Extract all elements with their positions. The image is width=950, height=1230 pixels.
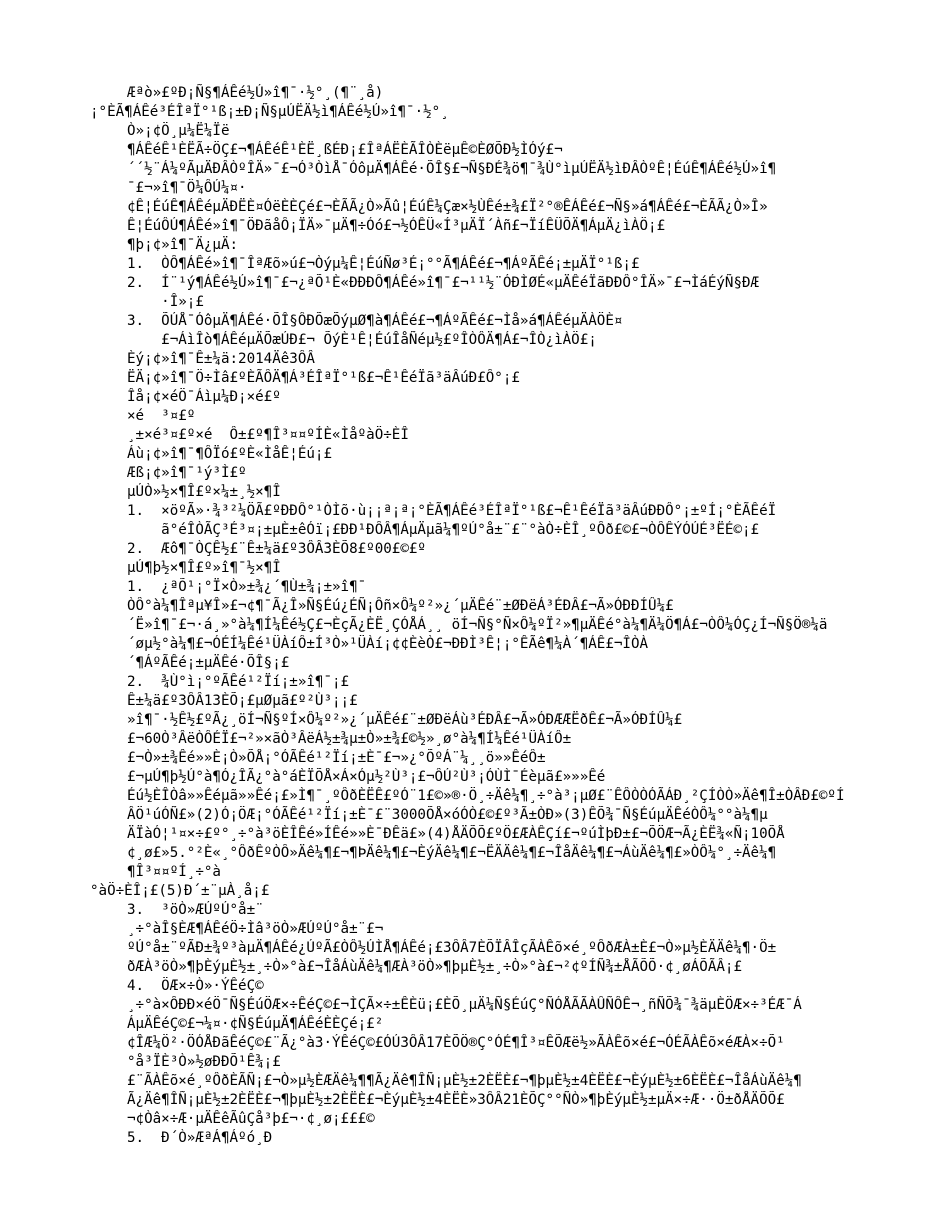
text-line: ÁµÄÊéÇ©£¬¼¤·¢Ñ§ÉúµÄ¶ÁÊéÈÈÇé¡£² [127, 1016, 384, 1032]
text-line: ã°éÎÒÃÇ³É³¤¡±µÈ±êÓï¡£ÐÐ¹ÐÔÂ¶ÁµÄµã¼¶ºÚ°å±¨£¨°àÒ÷ÈÎ¸ºÔð£©£¬ÒÔÊÝÓÚÉ³ËÉ©¡£ [127, 522, 760, 538]
text-line: ºÚ°å±¨ºÃÐ±¾º³àµÄ¶ÁÊé¿ÚºÃ£ÒÔ½ÚÌÅ¶ÁÊé¡£3ÔÂ7ÈÕÏÂÎçÃÀÊõ×é¸ºÔðÆÀ±È£¬Ò»µ½ÈÄÄê¼¶·Ö± [127, 940, 777, 956]
text-line: 2. ¾Ù°ì¡°ºÃÊé¹²Ïí¡±»î¶¯¡£ [127, 674, 350, 690]
text-line: Îå¡¢×éÖ¯Áìµ¼Ð¡×é£º [127, 389, 281, 405]
text-line: 3. ³öÒ»ÆÚºÚ°å±¨ [127, 902, 264, 918]
text-line: µÚÒ»½×¶Î£º×¼±¸½×¶Î [127, 484, 281, 500]
text-line: ×é ³¤£º [127, 408, 196, 424]
text-line: 1. ¿ªÕ¹¡°Ï×Ò»±¾¿´¶Ù±¾¡±»î¶¯ [127, 579, 367, 595]
text-line: ¶Î³¤¤ºÍ¸÷°à [127, 864, 221, 880]
text-line: ÄÏàÓ¦¹¤×÷£º°¸÷°à³öÈÎÊé»ÍÊé»»È¯ÐÊä£»(4)ÅÄÕÕ£ºÖ£ÆÀÊÇí£¬ºúÌþÐ±£¬ÕÖÆ¬Ã¿ÈË¾«Ñ¡10ÕÅ [127, 826, 785, 842]
text-line: ¬¢Òâ×÷Æ·µÄÊêÃûÇå³þ£¬·¢¸ø¡£££© [127, 1111, 375, 1127]
text-line: ¢Ê¦ÉúÊ¶ÁÊéµÄÐËÈ¤ÓëÈÈÇé£¬ÈÃÃ¿Ò»Ãû¦ÉúÊ¼Çæ×½ÙÊé±¾£Ï²°®ÊÁÊé£¬Ñ§»á¶ÁÊé£¬ÈÃÃ¿Ò»Î» [127, 199, 768, 215]
text-line: ¸÷°àÎ§ÈÆ¶ÁÊéÖ÷Ìâ³öÒ»ÆÚºÚ°å±¨£¬ [127, 921, 384, 937]
text-line: £¨ÃÀÊõ×é¸ºÔðÈÃÑ¡£¬Ò»µ½ÈÆÄê¼¶¶Ã¿Äê¶ÎÑ¡µÈ½±2ÈËÈ£¬¶þµÈ½±4ÈËÈ£¬ÈýµÈ½±6ÈËÈ£¬ÎåÁùÄê¼¶ [127, 1073, 802, 1089]
text-line: 5. Ð´Ò»ÆªÁ¶Áºó¸Ð [127, 1130, 273, 1146]
text-line: µÚ¶þ½×¶Î£º»î¶¯½×¶Î [127, 560, 281, 576]
text-line: ´øµ½°à¼¶£¬ÓÉÍ¼Êé¹ÜÀíÔ±Í³Ò»¹ÜÀí¡¢¢ÈèÒ£¬ÐÐÌ³Ê¦¡°ÊÃê¶¼À´¶ÁÊ£¬ÎÒÀ [127, 636, 649, 652]
text-line: Áù¡¢»î¶¯¶ÔÏó£ºÈ«ÌåÊ¦Éú¡£ [127, 446, 332, 462]
text-line: ´Ë»î¶¯£¬·á¸»°à¼¶Í¼Êé½Ç£¬ÈçÃ¿ÈË¸ÇÓÅÁ¸¸ öÍ¬Ñ§°Ñ×Ô¼ºÏ²»¶µÄÊé°à¼¶Ä¼Ö¶Á£¬ÒÔ¼ÓÇ¿Í¬Ñ§Ö®¼ä [127, 617, 828, 633]
text-line: ´´½¨Á¼ºÃµÄÐÂÒºÎÄ»¯£¬Ó³ÒìÅ¯ÓôµÄ¶ÁÊé·ÕÎ§£¬Ñ§ÐÉ¾ö¶¯¾Ù°ìµÚËÄ½ìÐÂÒºÊ¦ÉúÊ¶ÁÊé½Ú»î¶ [127, 161, 777, 177]
text-line: ðÆÀ³öÒ»¶þÈýµÈ½±¸÷Ò»°à£¬ÎåÁùÄê¼¶ÆÀ³öÒ»¶þµÈ½±¸÷Ò»°à£¬²¢ºÍÑ¾±ÅÃÕÕ·¢¸øÁÕÃÂ¡£ [127, 959, 742, 975]
text-line: Ã¿Äê¶ÎÑ¡µÈ½±2ÈËÈ£¬¶þµÈ½±2ÈËÈ£¬ÈýµÈ½±4ÈËÈ»3ÔÂ21ÈÕÇ°°ÑÒ»¶þÈýµÈ½±µÄ×÷Æ··Ö±ðÅÄÕÕ£ [127, 1092, 785, 1108]
text-line: Æß¡¢»î¶¯¹ý³Ì£º [127, 465, 247, 481]
text-line: ¶ÁÊéÊ¹ÈËÃ÷ÖÇ£¬¶ÁÊéÊ¹ÈË¸ßÉÐ¡£ÎªÁËÈÃÎÒÈëµÊ©ÈØÕÐ½ÌÓý£¬ [127, 142, 563, 158]
text-line: ËÄ¡¢»î¶¯Ö÷Ìâ£ºÈÃÔÄ¶Á³ÉÎªÏ°¹ß£¬Ê¹ÊéÏã³äÂúÐ£Ô°¡£ [127, 370, 520, 386]
document-body [0, 84, 950, 1148]
text-line: 3. ÕÚÅ¯ÓôµÄ¶ÁÊé·ÕÎ§ÔÐÕæÕýµØ¶à¶ÁÊé£¬¶ÁºÃÊé£¬Ìå»á¶ÁÊéµÄÀÖÈ¤ [127, 313, 623, 329]
text-line: £¬µÚ¶þ½Ú°à¶Ó¿ÎÃ¿°à°áÈÏÕÅ×Á×Óµ½²Ù³¡£¬ÔÚ²Ù³¡ÓÙÌ¯Éèµã£»»»Êé [127, 769, 606, 785]
text-line: 1. ÒÔ¶ÁÊé»î¶¯ÎªÆõ»ú£¬Òýµ¼Ê¦ÉúÑø³É¡°°Ã¶ÁÊé£¬¶ÁºÃÊé¡±µÄÏ°¹ß¡£ [127, 256, 640, 272]
text-line: Ò»¡¢Ö¸µ¼Ë¼Ïë [127, 123, 230, 139]
text-line: ¸÷°à×ÔÐÐ×éÖ¯Ñ§ÉúÖÆ×÷ÊéÇ©£¬ÌÇÃ×÷±ÊÈü¡£ÈÕ¸µÄ¼Ñ§ÉúÇ°ÑÓÅÃÃÀÛÑÔÊ¬¸ñÑÕ¾¯¾äµÈÖÆ×÷³ÉÆ¯Á [127, 997, 802, 1013]
text-line: °àÖ÷ÈÎ¡£(5)Ð´±¨µÀ¸å¡£ [90, 883, 270, 899]
text-line: ·Î»¡£ [127, 294, 204, 310]
text-line: Ê±¼ä£º3ÔÂ13ÈÕ¡£µØµã£º²Ù³¡¡£ [127, 693, 358, 709]
text-line: Èý¡¢»î¶¯Ê±¼ä:2014Äê3ÔÂ [127, 351, 315, 367]
text-line: 2. Í¨¹ý¶ÁÊé½Ú»î¶¯£¬¿ªÕ¹È«ÐÐÐÔ¶ÁÊé»î¶¯£¬¹¹½¨ÓÐÌØÉ«µÄÊéÏãÐÐÔ°ÎÄ»¯£¬ÌáÉýÑ§ÐÆ [127, 275, 760, 291]
text-line: 1. ×öºÃ»·¾³²¼ÖÃ£ºÐÐÔ°¹ÒÌõ·ù¡¡ª¡ª¡°ÈÃ¶ÁÊé³ÉÎªÏ°¹ß£¬Ê¹ÊéÏã³äÂúÐÐÔ°¡±ºÍ¡°ÈÃÊéÏ [127, 503, 777, 519]
text-line: ¯£¬»î¶¯Ö¼ÔÚ¼¤· [127, 180, 247, 196]
text-line: ¡°ÈÃ¶ÁÊé³ÉÎªÏ°¹ß¡±Ð¡Ñ§µÚËÄ½ì¶ÁÊé½Ú»î¶¯·½°¸ [90, 104, 449, 120]
text-line: ÒÔ°à¼¶Îªµ¥Î»£¬¢¶¯Ã¿Î»Ñ§Éú¿ÉÑ¡Ôñ×Ô¼º²»¿´µÄÊé¨±ØÐëÁ³ÉÐÂ£¬Ã»ÓÐÐÍÛ¼£ [127, 598, 674, 614]
text-line: ¸±×é³¤£º×é Ô±£º¶Î³¤¤ºÍÈ«ÌåºàÖ÷ÈÎ [127, 427, 409, 443]
text-line: ¶þ¡¢»î¶¯Ä¿µÄ: [127, 237, 239, 253]
text-line: ÂÖ¹úÓÑ£»(2)Ó¡ÖÆ¡°ÓÃÊé¹²Ïí¡±È¯£¨3000ÕÅ×óÓÒ£©£º³Ã±ÒÐ»(3)ÊÕ¾¯Ñ§ÉúµÄÊéÒÔ¼°°à¼¶µ [127, 807, 768, 823]
text-line: »î¶¯·½Ê½£ºÃ¿¸öÍ¬Ñ§ºÍ×Ô¼º²»¿´µÄÊé£¨±ØÐëÁù³ÉÐÂ£¬Ã»ÓÐÆÆËðÊ£¬Ã»ÓÐÍÛ¼£ [127, 712, 683, 728]
text-line: ´¶ÁºÃÊé¡±µÄÊé·ÕÎ§¡£ [127, 655, 290, 671]
text-line: £¬ÁìÎò¶ÁÊéµÄÕæÚÐ£¬ ÕýÈ¹Ê¦ÉúÎåÑéµ½£ºÎÒÔÄ¶Á£¬ÎÒ¿ìÀÖ£¡ [127, 332, 597, 348]
text-line: 4. ÖÆ×÷Ò»·ÝÊéÇ© [127, 978, 264, 994]
text-line: £¬Ò»±¾Êé»»È¡Ò»ÕÅ¡°ÓÃÊé¹²Ïí¡±È¯£¬»¿°ÕºÁ¨¼¸¸ö»»ÊéÔ± [127, 750, 546, 766]
text-line: Ê¦ÉúÔÚ¶ÁÊé»î¶¯ÖÐãåÔ¡ÏÄ»¯µÄ¶÷Óó£¬½ÓÊÜ«Í³µÄÏ´Àñ£¬ÏíÊÜÕÄ¶ÁµÄ¿ìÀÖ¡£ [127, 218, 666, 234]
text-line: °å³ÏÈ³Ò»½øÐÐÕ¹Ê¾¡£ [127, 1054, 281, 1070]
text-line: £¬60Ò³ÂëÒÔÉÏ£¬²»×ãÒ³ÂëÁ½±¾µ±Ò»±¾£©½»¸ø°à¼¶Í¼Êé¹ÜÀíÔ± [127, 731, 572, 747]
text-line: Æªò»£ºÐ¡Ñ§¶ÁÊé½Ú»î¶¯·½°¸(¶¨¸å) [127, 85, 384, 101]
text-line: 2. Æô¶¯ÒÇÊ½£¨Ê±¼ä£º3ÔÂ3ÈÕ8£º00£©£º [127, 541, 426, 557]
text-line: Éú½ÈÎÒâ»»Êéµã»»Êé¡£»Ì¶¯¸ºÔðÈËÊ£ºÓ¨1£©»®·Ö¸÷Äê¼¶¸÷°à³¡µØ£¨ÊÔÒÒÓÃÁÐ¸²ÇÍÒÒ»Äê¶Î±ÒÂÐ£©ºÍ [127, 788, 845, 804]
text-line: ¢¸ø£»5.°²È«¸°ÔðÊºÒÔ»Äê¼¶£¬¶ÞÄê¼¶£¬ÈýÄê¼¶£¬ËÄÄê¼¶£¬ÎåÄê¼¶£¬ÁùÄê¼¶£»ÒÔ¼°¸÷Äê¼¶ [127, 845, 777, 861]
text-line: ¢ÎÆ¼Ö²·ÖÓÅÐãÊéÇ©£¨Ã¿°à3·ÝÊéÇ©£ÓÚ3ÔÂ17ÈÕÖ®Ç°ÓÉ¶Î³¤ÊÕÆë½»ÃÀÊõ×é£¬ÓÉÃÀÊõ×éÆÀ×÷Õ¹ [127, 1035, 785, 1051]
